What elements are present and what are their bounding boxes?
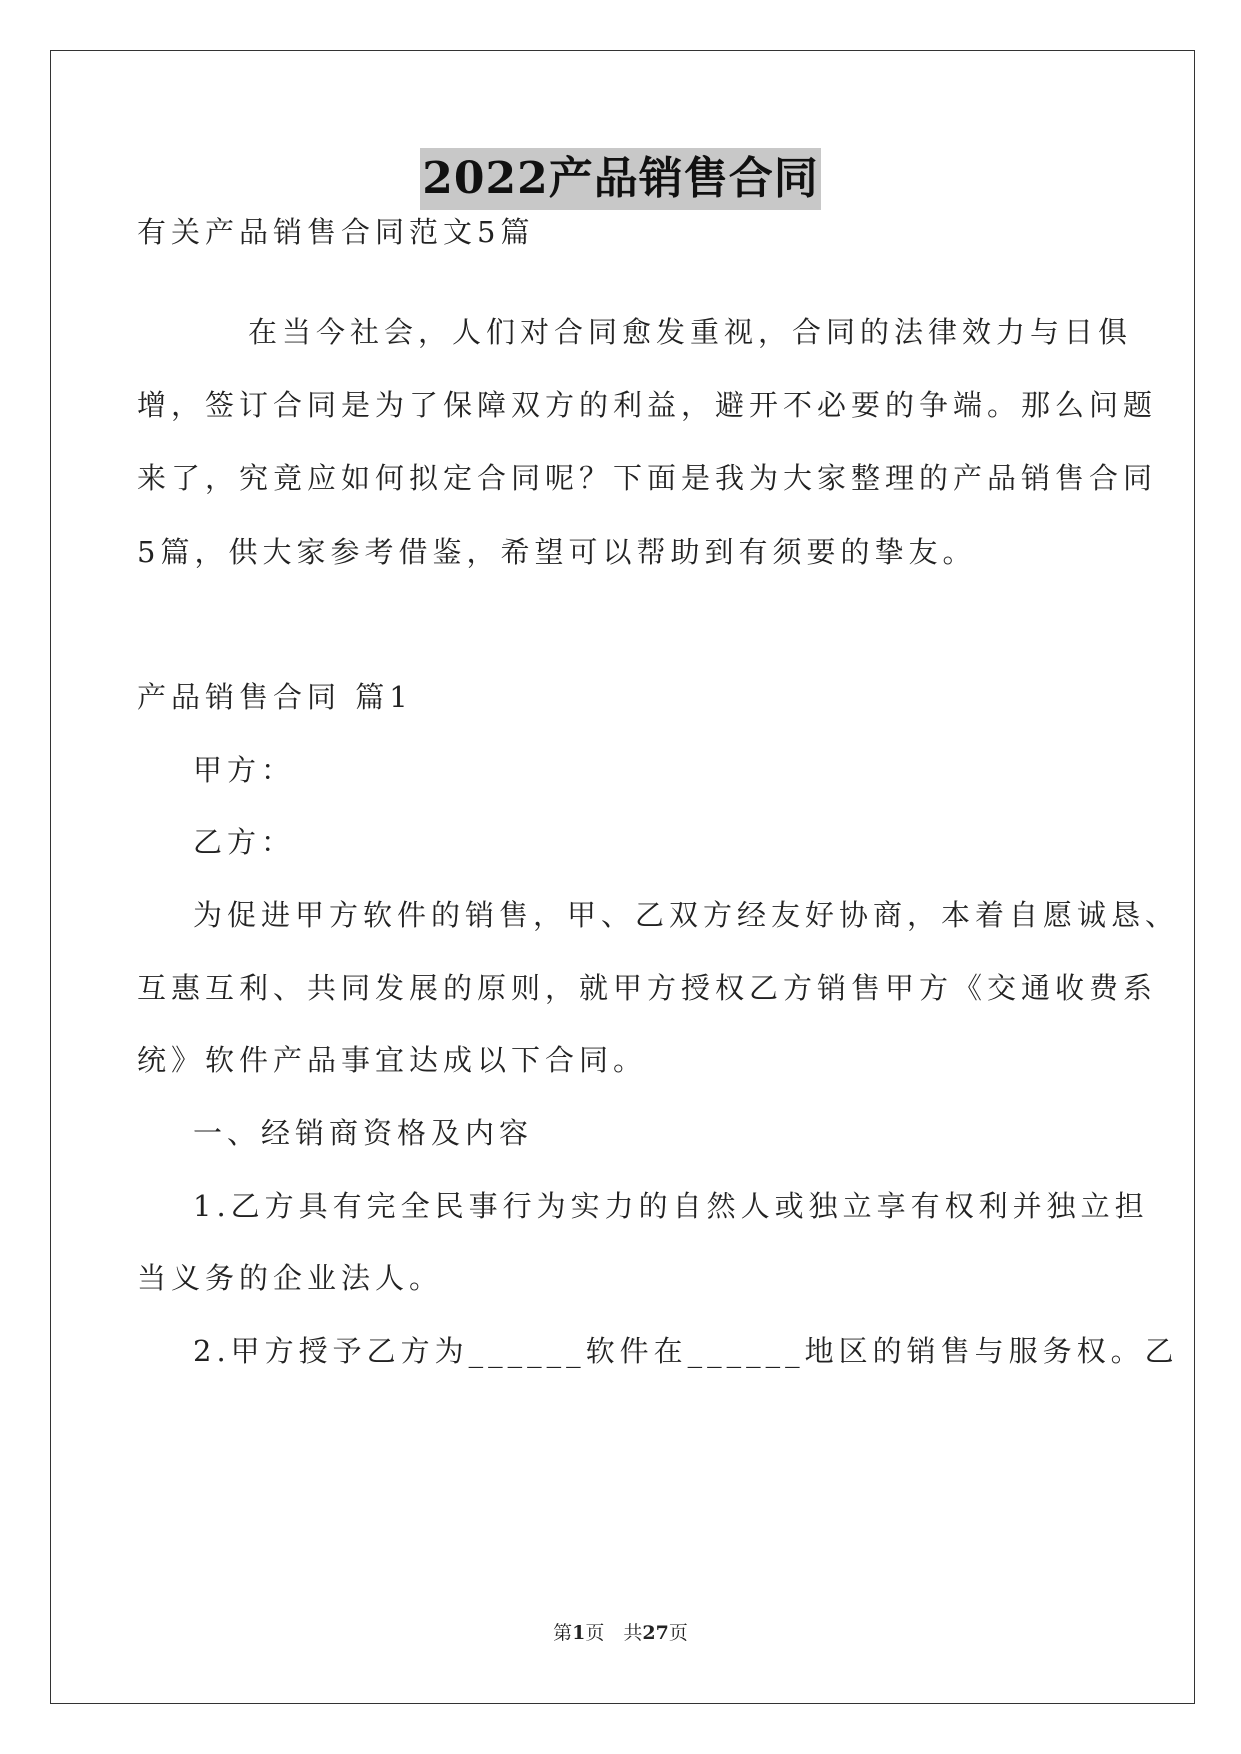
intro-line: 来了，究竟应如何拟定合同呢？下面是我为大家整理的产品销售合同 bbox=[137, 461, 1158, 495]
body-line: 互惠互利、共同发展的原则，就甲方授权乙方销售甲方《交通收费系 bbox=[137, 971, 1158, 1005]
body-line: 统》软件产品事宜达成以下合同。 bbox=[137, 1043, 648, 1077]
body-line: 当义务的企业法人。 bbox=[137, 1261, 444, 1295]
intro-line: 5篇，供大家参考借鉴，希望可以帮助到有须要的挚友。 bbox=[137, 535, 977, 569]
body-line: 1.乙方具有完全民事行为实力的自然人或独立享有权利并独立担 bbox=[193, 1189, 1149, 1223]
body-line: 2.甲方授予乙方为______软件在______地区的销售与服务权。乙 bbox=[193, 1334, 1179, 1368]
title-container bbox=[0, 148, 1241, 210]
page-total: 27 bbox=[642, 1622, 669, 1644]
page-suffix: 页 bbox=[668, 1622, 688, 1644]
page-footer bbox=[0, 1620, 1241, 1646]
document-title: 2022产品销售合同 bbox=[420, 148, 820, 210]
page-prefix: 第 bbox=[553, 1622, 573, 1644]
intro-line: 增，签订合同是为了保障双方的利益，避开不必要的争端。那么问题 bbox=[137, 388, 1158, 422]
page-current: 1 bbox=[572, 1622, 586, 1644]
section-heading: 产品销售合同 篇1 bbox=[137, 680, 413, 714]
intro-line: 在当今社会，人们对合同愈发重视，合同的法律效力与日俱 bbox=[248, 315, 1133, 349]
body-line: 为促进甲方软件的销售，甲、乙双方经友好协商，本着自愿诚恳、 bbox=[193, 898, 1180, 932]
party-a-label: 甲方： bbox=[193, 753, 296, 787]
page-mid: 页 共 bbox=[585, 1622, 643, 1644]
document-subtitle: 有关产品销售合同范文5篇 bbox=[137, 215, 535, 249]
clause-heading: 一、经销商资格及内容 bbox=[193, 1116, 534, 1150]
party-b-label: 乙方： bbox=[193, 825, 296, 859]
page-border bbox=[50, 50, 1195, 1704]
